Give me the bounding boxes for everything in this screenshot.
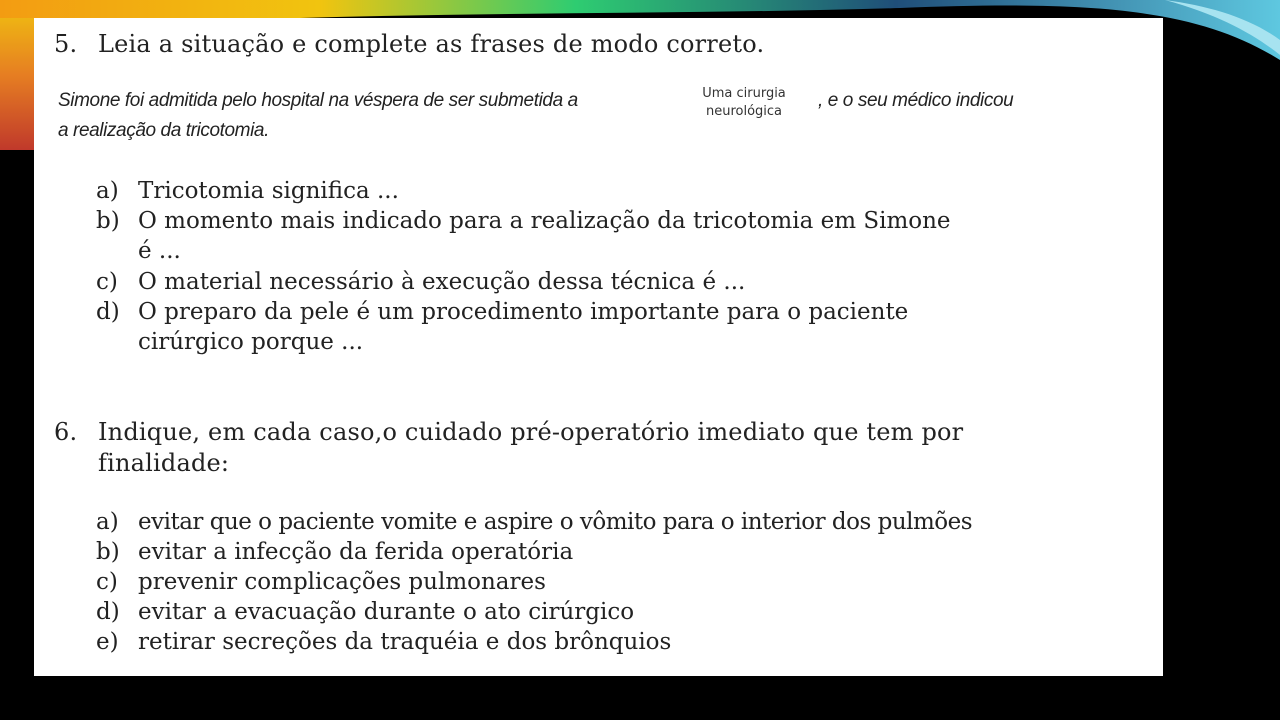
document-page: [34, 18, 1163, 676]
item-text: evitar que o paciente vomite e aspire o vômito para o interior dos pulmões: [138, 509, 973, 535]
filled-blank-answer[interactable]: [694, 85, 794, 121]
item-text: evitar a infecção da ferida operatória: [138, 539, 574, 565]
question-6-heading: Indique, em cada caso,o cuidado pré-operatório imediato que tem por: [98, 418, 964, 446]
item-label: b): [96, 208, 120, 234]
question-5-number: 5.: [54, 30, 78, 58]
question-6-number: 6.: [54, 418, 78, 446]
situation-text-part1: Simone foi admitida pelo hospital na véspera de ser submetida a: [58, 90, 578, 111]
item-label: b): [96, 539, 120, 565]
blank-answer-line1: Uma cirurgia: [702, 86, 786, 101]
item-label: d): [96, 599, 120, 625]
item-text: O preparo da pele é um procedimento importante para o paciente: [138, 299, 909, 325]
item-text: O momento mais indicado para a realização da tricotomia em Simone: [138, 208, 951, 234]
situation-text-part2: , e o seu médico indicou: [818, 90, 1014, 111]
item-text: evitar a evacuação durante o ato cirúrgico: [138, 599, 635, 625]
item-text-continuation: cirúrgico porque ...: [138, 329, 364, 355]
item-text-continuation: é ...: [138, 238, 181, 264]
item-label: c): [96, 269, 118, 295]
question-5-heading: Leia a situação e complete as frases de modo correto.: [98, 30, 765, 58]
item-text: prevenir complicações pulmonares: [138, 569, 546, 595]
question-6-heading-continuation: finalidade:: [98, 449, 230, 477]
item-label: c): [96, 569, 118, 595]
item-label: a): [96, 178, 119, 204]
item-text: retirar secreções da traquéia e dos brônquios: [138, 629, 672, 655]
situation-text-line2: a realização da tricotomia.: [58, 120, 269, 141]
blank-answer-line2: neurológica: [705, 104, 783, 119]
item-label: d): [96, 299, 120, 325]
item-label: e): [96, 629, 119, 655]
item-text: O material necessário à execução dessa técnica é ...: [138, 269, 746, 295]
item-label: a): [96, 509, 119, 535]
item-text: Tricotomia significa ...: [138, 178, 399, 204]
